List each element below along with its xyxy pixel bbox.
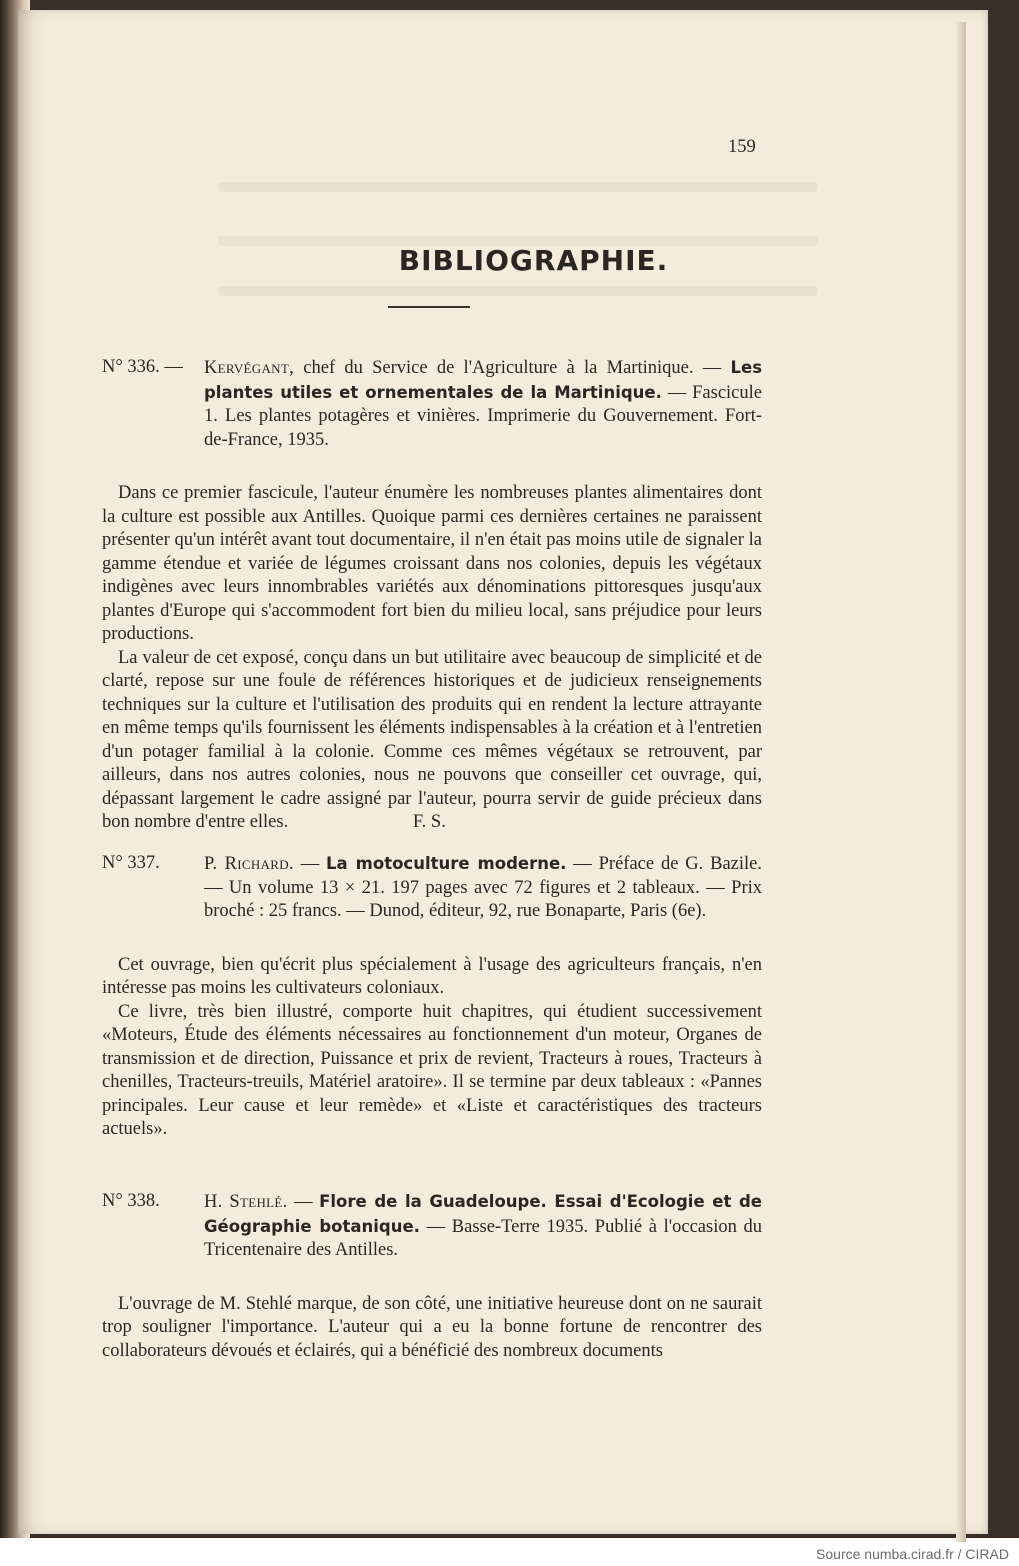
entry-author-desc: — — [300, 854, 320, 874]
entry-338 — [102, 1190, 762, 1363]
page-number: 159 — [728, 137, 756, 157]
entry-author-desc: — — [294, 1192, 313, 1212]
source-credit: Source numba.cirad.fr / CIRAD — [816, 1546, 1009, 1562]
entry-author-desc: chef du Service de l'Agriculture à la Martinique. — — [303, 358, 722, 378]
entry-336 — [102, 356, 762, 835]
page-title: BIBLIOGRAPHIE. — [398, 244, 669, 277]
entry-title: La motoculture moderne. — [326, 854, 567, 873]
entry-author: H. Stehlé. — [204, 1192, 288, 1212]
entry-paragraph: La valeur de cet exposé, conçu dans un but utilitaire avec beaucoup de simplicité et de clarté, repose sur une foule de références historiques et de judicieux renseignements techniques sur la culture et l'utilisation des produits qui en rendent la lecture attrayante en même temps qu'ils fournissent les éléments indispensables à la création et à l'entretien d'un potager familial à la colonie. Comme ces mêmes végétaux se retrouvent, par ailleurs, dans nos autres colonies, nous ne pouvons que conseiller cet ouvrage, qui, dépassant largement le cadre assigné par l'auteur, pourra servir de guide précieux dans bon nombre d'entre elles. F. S. — [102, 647, 762, 832]
entry-author: P. Richard. — [204, 854, 294, 874]
bleed-through — [218, 182, 818, 192]
entry-337 — [102, 852, 762, 1142]
entry-number: N° 337. — [102, 853, 160, 873]
entry-number: N° 336. — — [102, 357, 183, 377]
entry-title: Les plantes utiles et ornementales de la Martinique. — [204, 358, 763, 402]
entry-details: — Préface de G. Bazile. — Un volume 13 × 21. 197 pages avec 72 figures et 2 tableaux. — Prix broché : 25 francs. — Dunod, éditeur, 92, rue Bonaparte, Paris (6e). — [204, 854, 762, 921]
title-rule — [388, 306, 470, 308]
entry-336-header — [102, 356, 762, 452]
entry-337-header — [102, 852, 762, 924]
entry-title: Flore de la Guadeloupe. Essai d'Ecologie et de Géographie botanique. — [204, 1192, 762, 1236]
entry-338-header — [102, 1190, 762, 1263]
entry-details: — Fascicule 1. Les plantes potagères et vinières. Imprimerie du Gouvernement. Fort-de-France, 1935. — [204, 382, 762, 450]
entry-paragraph: L'ouvrage de M. Stehlé marque, de son côté, une initiative heureuse dont on ne saurait trop souligner l'importance. L'auteur qui a eu la bonne fortune de rencontrer des collaborateurs dévoués et éclairés, qui a bénéficié des nombreux documents — [102, 1293, 762, 1361]
bleed-through — [218, 286, 818, 296]
entry-paragraph: Ce livre, très bien illustré, comporte huit chapitres, qui étudient successivement «Moteurs, Étude des éléments nécessaires au fonctionnement d'un moteur, Organes de transmission et de direction, Puissance et prix de revient, Tracteurs à roues, Tracteurs à chenilles, Tracteurs-treuils, Matériel aratoire». Il se termine par deux tableaux : «Pannes principales. Leur cause et leur remède» et «Liste et caractéristiques des tracteurs actuels». — [102, 1001, 762, 1139]
entry-details: — Basse-Terre 1935. Publié à l'occasion du Tricentenaire des Antilles. — [204, 1216, 763, 1260]
entry-paragraph: Dans ce premier fascicule, l'auteur énumère les nombreuses plantes alimentaires dont la culture est possible aux Antilles. Quoique parmi ces dernières certaines ne paraissent présenter qu'un intérêt avant tout documentaire, il n'en était pas moins utile de signaler la gamme étendue et variée de légumes croissant dans nos colonies, depuis les végétaux indigènes avec leurs innombrables variétés aux dénominations pittoresques jusqu'aux plantes d'Europe qui s'accommodent fort bien du milieu local, sans préjudice pour leurs productions. — [102, 483, 762, 644]
entry-signature: F. S. — [412, 812, 446, 832]
entry-author: Kervégant, — [204, 358, 294, 378]
entry-number: N° 338. — [102, 1191, 160, 1211]
entry-paragraph: Cet ouvrage, bien qu'écrit plus spécialement à l'usage des agriculteurs français, n'en intéresse pas moins les cultivateurs coloniaux. — [102, 954, 762, 998]
